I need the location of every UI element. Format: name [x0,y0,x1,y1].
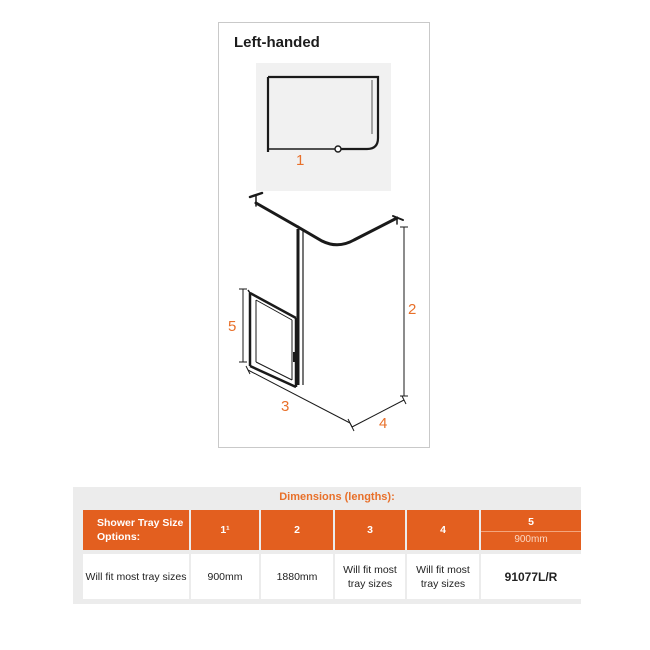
cell-tray-fit: Will fit most tray sizes [83,554,189,599]
label-dim-4: 4 [379,415,388,432]
panel-title: Left-handed [234,34,320,51]
cell-dim-1: 900mm [191,554,259,599]
side-panel [298,229,303,385]
header-col-4: 4 [407,510,479,550]
header-row-label: Shower Tray Size Options: [83,510,189,550]
half-door [248,290,298,387]
cell-dim-4: Will fit most tray sizes [407,554,479,599]
label-dim-5: 5 [228,318,237,335]
dimension-lines [239,227,408,431]
label-dim-3: 3 [281,398,290,415]
label-dim-2: 2 [408,301,417,318]
cell-dim-2: 1880mm [261,554,333,599]
header-col-1: 1¹ [191,510,259,550]
cell-dim-3: Will fit most tray sizes [335,554,405,599]
header-col-5-sub: 900mm [481,531,581,545]
dimensions-title: Dimensions (lengths): [279,491,395,503]
ceiling-rail [250,193,403,245]
plan-view [268,77,378,152]
header-col-5 [481,510,581,550]
header-col-5-label: 5 [528,515,534,528]
cell-product-code: 91077L/R [481,554,581,599]
dimensions-table [73,487,581,604]
table-title-band [73,487,581,507]
header-col-2: 2 [261,510,333,550]
plan-label-1: 1 [296,152,305,169]
header-col-3: 3 [335,510,405,550]
